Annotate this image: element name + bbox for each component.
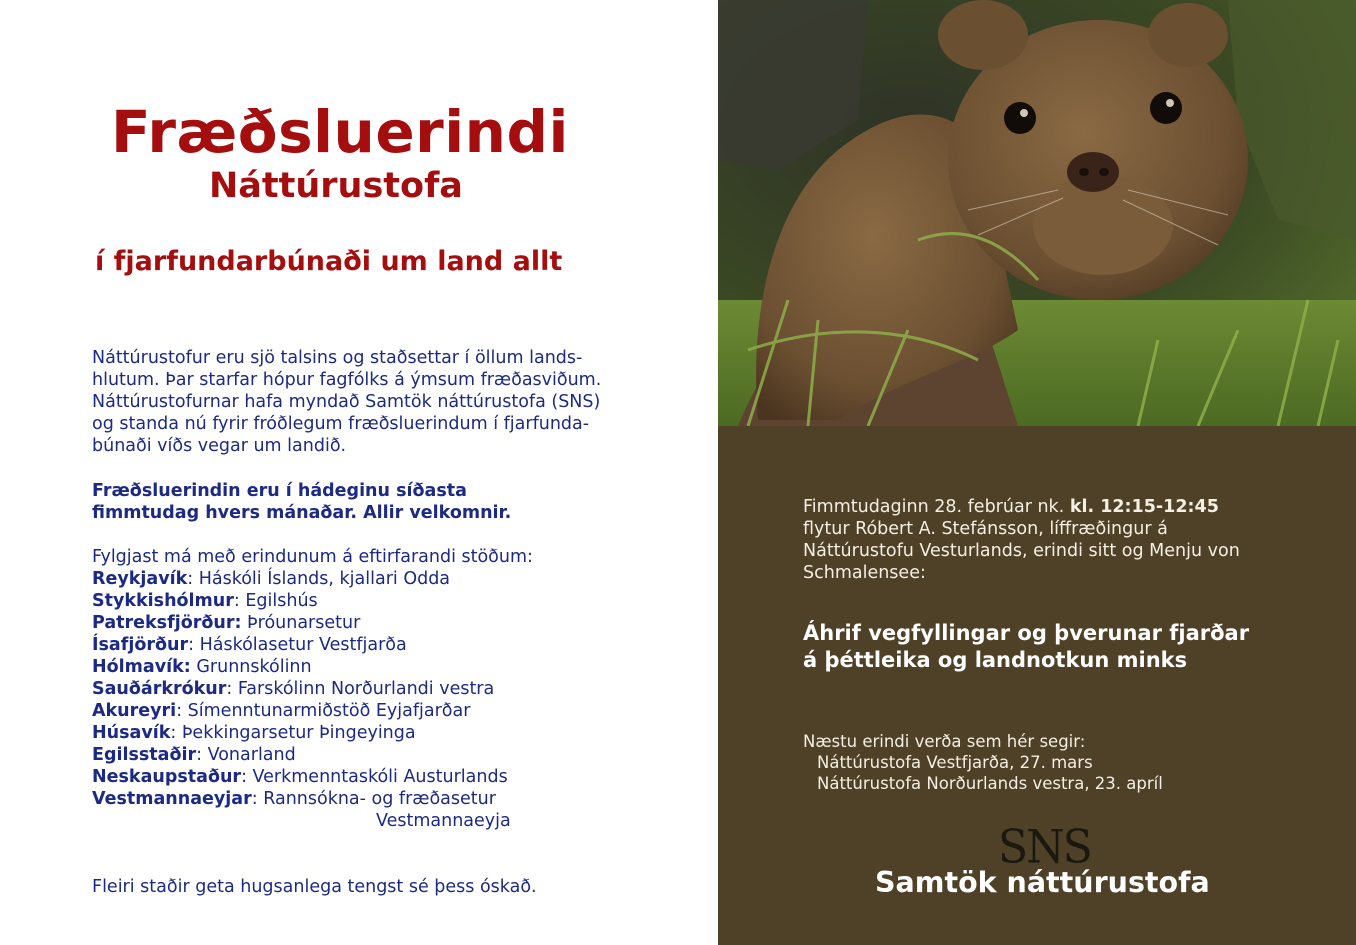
- station-venue: Egilshús: [245, 591, 318, 611]
- station-venue: Farskólinn Norðurlandi vestra: [237, 679, 495, 699]
- intro-line: Náttúrustofur eru sjö talsins og staðsettar í öllum lands-: [92, 348, 583, 368]
- station-venue: Símenntunarmiðstöð Eyjafjarðar: [187, 701, 471, 721]
- station-place: Reykjavík: [92, 569, 188, 589]
- station-place: Patreksfjörður:: [92, 613, 242, 633]
- station-item: Neskaupstaður: Verkmenntaskóli Austurlands: [92, 767, 508, 787]
- mink-illustration: [718, 0, 1356, 426]
- station-place: Ísafjörður: [92, 635, 189, 655]
- highlight-line: Fræðsluerindin eru í hádeginu síðasta: [92, 481, 467, 501]
- station-place: Húsavík: [92, 723, 171, 743]
- poster-tagline: í fjarfundarbúnaði um land allt: [95, 246, 563, 277]
- station-item: Egilsstaðir: Vonarland: [92, 745, 296, 765]
- station-item: Akureyri: Símenntunarmiðstöð Eyjafjarðar: [92, 701, 471, 721]
- station-place: Stykkishólmur: [92, 591, 234, 611]
- station-item: [92, 612, 533, 634]
- highlight-line: fimmtudag hvers mánaðar. Allir velkomnir.: [92, 503, 512, 523]
- event-time: kl. 12:15-12:45: [1069, 497, 1219, 517]
- speaker-line: flytur Róbert A. Stefánsson, líffræðingur á: [803, 519, 1168, 539]
- footer-note: Fleiri staðir geta hugsanlega tengst sé þess óskað.: [92, 877, 537, 897]
- poster-subtitle: Náttúrustofa: [209, 166, 463, 206]
- right-panel: [718, 0, 1356, 945]
- station-place: Hólmavík:: [92, 657, 191, 677]
- speaker-line: Náttúrustofu Vesturlands, erindi sitt og Menju von: [803, 541, 1240, 561]
- mink-photo: [718, 0, 1356, 426]
- intro-line: búnaði víðs vegar um landið.: [92, 436, 347, 456]
- talk-title: [803, 620, 1249, 674]
- station-place: Neskaupstaður: [92, 767, 242, 787]
- talk-title-line: Áhrif vegfyllingar og þverunar fjarðar: [803, 621, 1250, 645]
- event-details: [803, 496, 1240, 584]
- stations-list: [92, 546, 533, 832]
- station-item: Stykkishólmur: Egilshús: [92, 591, 318, 611]
- intro-line: Náttúrustofurnar hafa myndað Samtök náttúrustofa (SNS): [92, 392, 601, 412]
- intro-line: og standa nú fyrir fróðlegum fræðsluerindum í fjarfunda-: [92, 414, 590, 434]
- station-place: Egilsstaðir: [92, 745, 197, 765]
- station-place: Sauðárkrókur: [92, 679, 227, 699]
- next-talk-item: Náttúrustofa Norðurlands vestra, 23. apríl: [817, 774, 1163, 793]
- station-venue: Þekkingarsetur Þingeyinga: [181, 723, 416, 743]
- station-venue: Vonarland: [207, 745, 296, 765]
- talk-title-line: á þéttleika og landnotkun minks: [803, 648, 1188, 672]
- sns-logo: SNS: [998, 820, 1091, 875]
- station-item: Húsavík: Þekkingarsetur Þingeyinga: [92, 723, 416, 743]
- intro-line: hlutum. Þar starfar hópur fagfólks á ýmsum fræðasviðum.: [92, 370, 602, 390]
- poster-title: Fræðsluerindi: [111, 98, 569, 166]
- station-item: Ísafjörður: Háskólasetur Vestfjarða: [92, 635, 407, 655]
- event-date-line: [803, 496, 1240, 518]
- next-talk-item: Náttúrustofa Vestfjarða, 27. mars: [817, 753, 1093, 772]
- schedule-highlight: [92, 480, 511, 524]
- station-item: [92, 656, 533, 678]
- station-venue: Grunnskólinn: [196, 657, 312, 677]
- intro-paragraph: [92, 347, 601, 457]
- station-venue: Þróunarsetur: [247, 613, 361, 633]
- speaker-line: Schmalensee:: [803, 563, 926, 583]
- station-place: Vestmannaeyjar: [92, 789, 252, 809]
- station-venue-continuation: Vestmannaeyja: [376, 811, 511, 831]
- event-date: Fimmtudaginn 28. febrúar nk.: [803, 497, 1065, 517]
- station-venue: Rannsókna- og fræðasetur: [263, 789, 496, 809]
- next-talks: [803, 731, 1163, 794]
- station-venue: Háskóli Íslands, kjallari Odda: [198, 569, 451, 589]
- stations-intro: Fylgjast má með erindunum á eftirfarandi stöðum:: [92, 547, 533, 567]
- next-talks-intro: Næstu erindi verða sem hér segir:: [803, 732, 1086, 751]
- organization-name: Samtök náttúrustofa: [875, 866, 1210, 899]
- station-venue: Verkmenntaskóli Austurlands: [252, 767, 508, 787]
- station-item: Vestmannaeyjar: Rannsókna- og fræðasetur: [92, 789, 496, 809]
- station-item: Sauðárkrókur: Farskólinn Norðurlandi vestra: [92, 679, 495, 699]
- station-item: Reykjavík: Háskóli Íslands, kjallari Odda: [92, 569, 451, 589]
- station-place: Akureyri: [92, 701, 177, 721]
- station-venue: Háskólasetur Vestfjarða: [199, 635, 407, 655]
